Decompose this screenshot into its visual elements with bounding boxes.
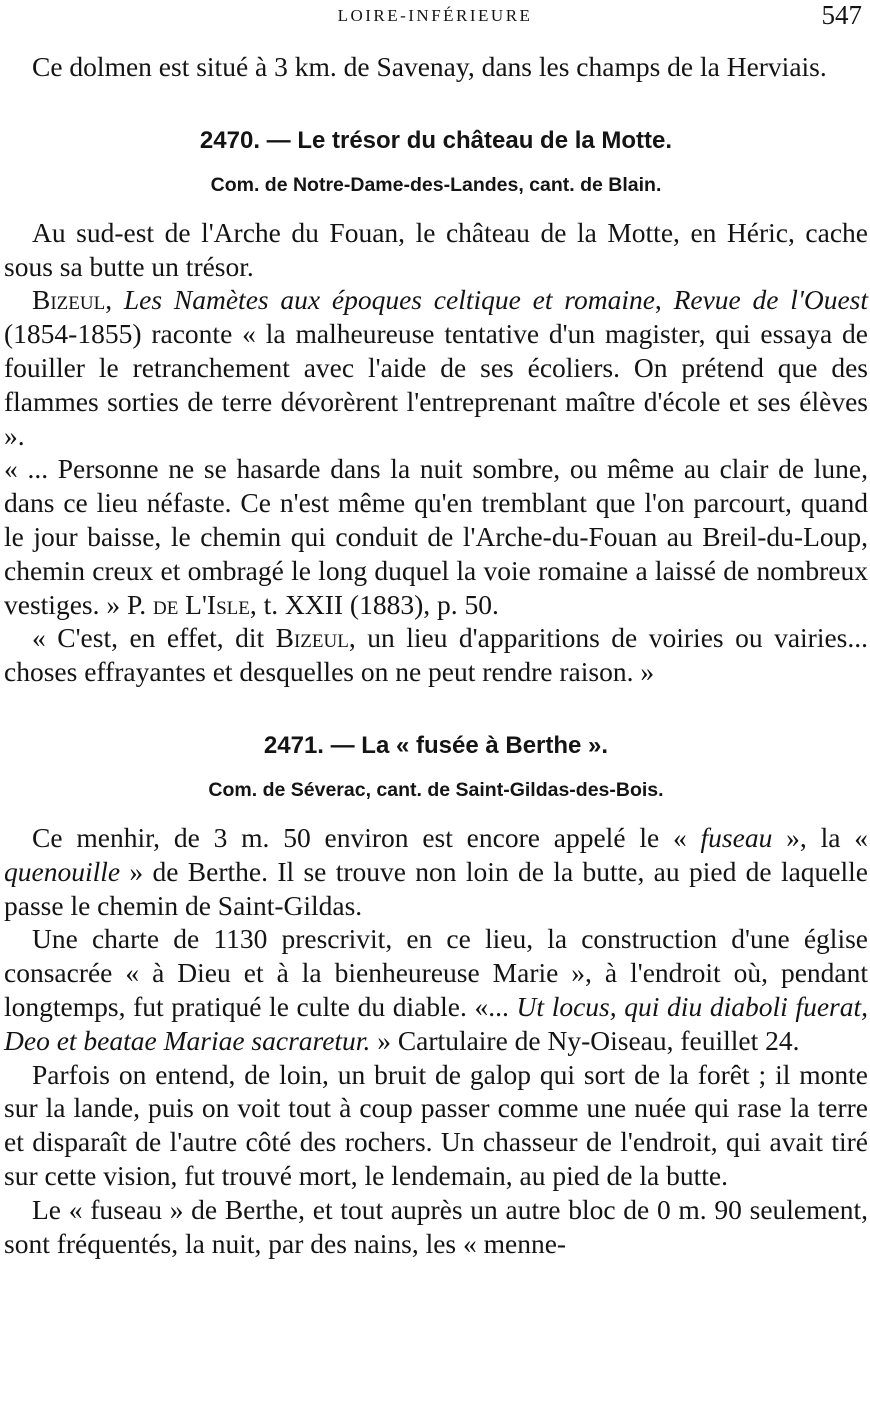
paragraph-text: Ce menhir, de 3 m. 50 environ est encore appelé le « [32,821,701,853]
running-title: LOIRE-INFÉRIEURE [337,6,533,25]
quotation-text: « ... Personne ne se hasarde dans la nuit sombre, ou même au clair de lune, dans ce lieu néfaste. Ce n'est même qu'en tremblant que l'on parcourt, quand le jour baisse, le chemin qui conduit de l'Arche-du-Fouan au Breil-du-Loup, chemin creux et ombragé le long duquel la voie romaine a laissé de nombreux vestiges. » P. [4,453,868,620]
page-body [4,50,868,1260]
author-name: Bizeul [32,284,106,316]
entry-2471-location: Com. de Séverac, cant. de Saint-Gildas-des-Bois. [208,778,664,801]
latin-quote: Ut locus, qui diu diaboli fuerat, Deo et beatae Mariae sacraretur. [4,990,868,1056]
running-head [0,2,870,32]
particle: de [152,588,179,620]
term-quenouille: quenouille [4,855,121,887]
intro-paragraph: Ce dolmen est situé à 3 km. de Savenay, dans les champs de la Herviais. [32,51,827,82]
entry-2471-title: 2471. — La « fusée à Berthe ». [263,731,609,759]
entry-2470-location: Com. de Notre-Dame-des-Landes, cant. de Blain. [210,173,662,196]
paragraph-text: (1854-1855) raconte « la malheureuse tentative d'un magister, qui essaya de fouiller le retranchement avec l'aide de ses écoliers. On prétend que des flammes sorties de terre dévorèrent l'entreprenant maître d'école et ses élèves ». [4,318,868,451]
entry-2470-paragraph-4 [4,621,868,689]
page-number: 547 [821,0,862,30]
entry-2471-paragraph-3: Parfois on entend, de loin, un bruit de galop qui sort de la forêt ; il monte sur la lande, puis on voit tout à coup passer comme une nuée qui rase la terre et disparaît de l'autre côté des rochers. Un chasseur de l'endroit, qui avait tiré sur cette vision, fut trouvé mort, le lendemain, au pied de la butte. [4,1058,868,1191]
book-title: Les Namètes aux époques celtique et romaine [123,284,655,316]
entry-2470-paragraph-3 [4,452,868,621]
term-fuseau: fuseau [700,821,773,853]
separator: , [105,284,124,316]
quotation-end: , un lieu d'apparitions de voiries ou vairies... choses effrayantes et desquelles on ne peut rendre raison. » [4,622,868,688]
author-name: L'Isle [185,588,250,620]
citation-ref: , t. XXII (1883), p. 50. [249,588,499,620]
review-title: Revue de l'Ouest [673,284,868,316]
entry-2470-title: 2470. — Le trésor du château de la Motte. [199,126,673,154]
entry-2471-paragraph-1 [4,821,868,922]
entry-2471-paragraph-4: Le « fuseau » de Berthe, et tout auprès un autre bloc de 0 m. 90 seulement, sont fréquentés, la nuit, par des nains, les « menne- [4,1193,868,1259]
author-name: Bizeul [275,622,349,654]
entry-2470-paragraph-2 [4,283,868,452]
quotation-start: « C'est, en effet, dit [32,622,276,654]
paragraph-text: » de Berthe. Il se trouve non loin de la butte, au pied de laquelle passe le chemin de Saint-Gildas. [4,855,868,921]
paragraph-text: » Cartulaire de Ny-Oiseau, feuillet 24. [370,1024,800,1056]
paragraph-text: Une charte de 1130 prescrivit, en ce lieu, la construction d'une église consacrée « à Dieu et à la bienheureuse Marie », à l'endroit où, pendant longtemps, fut pratiqué le culte du diable. «... [4,923,868,1022]
paragraph-text: », la « [772,821,868,853]
separator: , [654,284,674,316]
entry-2470-paragraph-1: Au sud-est de l'Arche du Fouan, le château de la Motte, en Héric, cache sous sa butte un trésor. [4,216,868,282]
entry-2471-paragraph-2 [4,922,868,1057]
